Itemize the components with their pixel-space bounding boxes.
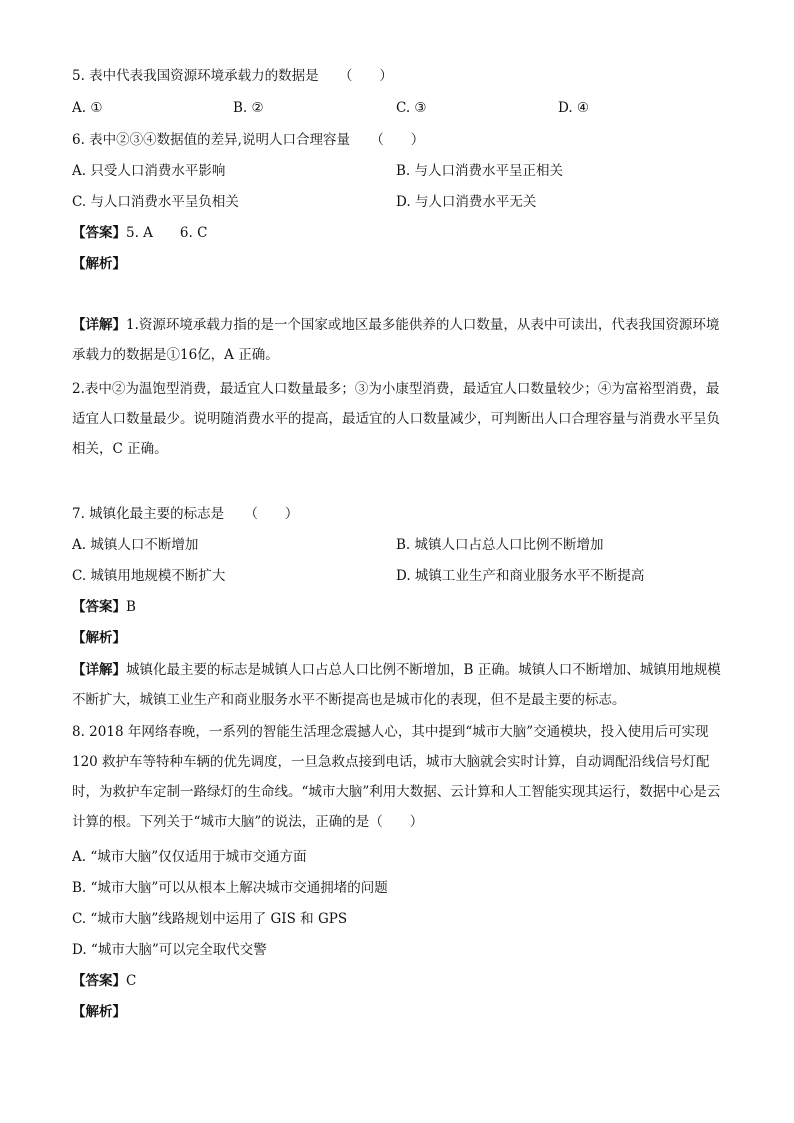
answer-8	[72, 971, 136, 991]
question-6-option-d: D. 与人口消费水平无关	[396, 194, 537, 210]
answer-label: 【答案】	[72, 973, 126, 989]
analysis-label: 【解析】	[72, 1004, 126, 1020]
question-7-option-b: B. 城镇人口占总人口比例不断增加	[396, 537, 604, 553]
question-8-stem: 8. 2018 年网络春晚，一系列的智能生活理念震撼人心，其中提到“城市大脑”交通模块，投入使用后可实现 120 救护车等特种车辆的优先调度，一旦急救点接到电话，城市大脑就会实时计算，自动调配沿线信号灯配时，为救护车定制一路绿灯的生命线。“城市大脑”利用大数据、云计算和人工智能实现其运行，数据中心是云计算的根。下列关于“城市大脑”的说法，正确的是（ ）	[72, 724, 721, 830]
analysis-7-label	[72, 628, 126, 648]
answer-text: 5. A 6. C	[126, 225, 208, 241]
question-5-option-c: C. ③	[396, 100, 427, 116]
detail-5-6-p2: 2.表中②为温饱型消费，最适宜人口数量最多；③为小康型消费，最适宜人口数量较少；④为富裕型消费，最适宜人口数量最少。说明随消费水平的提高，最适宜的人口数量减少，可判断出人口合理容量与消费水平呈负相关，C 正确。	[72, 381, 720, 457]
question-8-option-b: B. “城市大脑”可以从根本上解决城市交通拥堵的问题	[72, 880, 388, 896]
question-5-stem: 5. 表中代表我国资源环境承载力的数据是 （ ）	[72, 68, 393, 84]
detail-7-p1	[72, 655, 722, 715]
question-7-option-d: D. 城镇工业生产和商业服务水平不断提高	[396, 568, 645, 584]
question-6-stem: 6. 表中②③④数据值的差异,说明人口合理容量 （ ）	[72, 132, 425, 148]
analysis-5-6-label	[72, 254, 126, 274]
question-5-option-a: A. ①	[72, 100, 103, 116]
detail-label: 【详解】	[72, 317, 126, 333]
answer-7	[72, 597, 136, 617]
question-6-option-c: C. 与人口消费水平呈负相关	[72, 194, 239, 210]
answer-text: B	[126, 599, 136, 615]
question-8-option-c: C. “城市大脑”线路规划中运用了 GIS 和 GPS	[72, 911, 348, 927]
detail-text: 城镇化最主要的标志是城镇人口占总人口比例不断增加，B 正确。城镇人口不断增加、城镇用地规模不断扩大，城镇工业生产和商业服务水平不断提高也是城市化的表现，但不是最主要的标志。	[72, 662, 721, 708]
answer-text: C	[126, 973, 137, 989]
question-5-option-b: B. ②	[233, 100, 264, 116]
question-6-option-b: B. 与人口消费水平呈正相关	[396, 163, 564, 179]
answer-5-6	[72, 223, 207, 243]
answer-label: 【答案】	[72, 599, 126, 615]
question-7-stem: 7. 城镇化最主要的标志是 （ ）	[72, 506, 299, 522]
question-8-option-d: D. “城市大脑”可以完全取代交警	[72, 942, 267, 958]
analysis-label: 【解析】	[72, 256, 126, 272]
question-8-option-a: A. “城市大脑”仅仅适用于城市交通方面	[72, 849, 307, 865]
question-7-option-c: C. 城镇用地规模不断扩大	[72, 568, 226, 584]
detail-5-6-p1	[72, 310, 722, 370]
question-7-option-a: A. 城镇人口不断增加	[72, 537, 199, 553]
analysis-label: 【解析】	[72, 630, 126, 646]
analysis-8-label	[72, 1002, 126, 1022]
answer-label: 【答案】	[72, 225, 126, 241]
question-5-option-d: D. ④	[558, 100, 590, 116]
question-6-option-a: A. 只受人口消费水平影响	[72, 163, 226, 179]
detail-label: 【详解】	[72, 662, 126, 678]
detail-text: 1.资源环境承载力指的是一个国家或地区最多能供养的人口数量，从表中可读出，代表我国资源环境承载力的数据是①16亿，A 正确。	[72, 317, 720, 363]
